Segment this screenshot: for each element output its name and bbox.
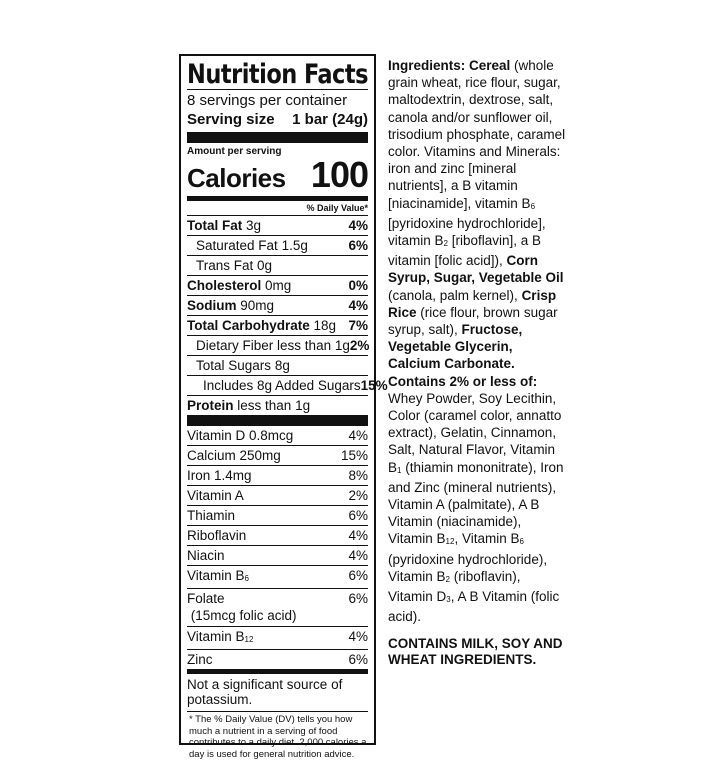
ingredients-segment: , A B Vitamin (folic acid).	[388, 589, 560, 625]
vitamin-row: Vitamin A 2%	[187, 485, 368, 505]
vitamin-row: Thiamin 6%	[187, 505, 368, 525]
amount-per-serving: Amount per serving	[187, 146, 282, 157]
vitamin-row: Vitamin D 0.8mcg 4%	[187, 428, 368, 443]
nutrient-row-sodium: Sodium 90mg 4%	[187, 295, 368, 315]
ingredients-segment: (whole grain wheat, rice flour, sugar, maltodextrin, dextrose, salt, canola and/or sunflower oil, trisodium phosphate, caramel color. Vitamins and Minerals: iron and zinc [mineral nutrients], a B vitamin [niacinamide], vitamin B	[388, 58, 566, 211]
ingredients-segment: [pyridoxine hydrochloride], vitamin B	[388, 215, 546, 249]
subscript: 6	[530, 201, 536, 211]
calories-label: Calories	[187, 163, 286, 193]
serving-size-label: Serving size	[187, 111, 275, 128]
ingredients-segment: [riboflavin], a B vitamin [folic acid]),	[388, 233, 542, 269]
vitamin-row: Vitamin $B_{12}$ 4%	[187, 626, 368, 649]
vitamins-list	[187, 426, 368, 669]
ingredients-segment: (rice flour, brown sugar syrup, salt),	[388, 304, 558, 338]
servings-per-container: 8 servings per container	[187, 92, 348, 109]
serving-size	[187, 110, 368, 129]
nutrient-row-total-sugars: Total Sugars 8g	[187, 355, 368, 375]
nutrient-row-added-sugars: Includes 8g Added Sugars 15%	[187, 375, 368, 395]
nutrient-row-dietary-fiber: Dietary Fiber less than 1g 2%	[187, 335, 368, 355]
vitamin-row: Iron 1.4mg 8%	[187, 465, 368, 485]
subscript: 6	[519, 537, 524, 547]
ingredients-segment: (canola, palm kernel),	[388, 287, 522, 303]
subscript: 3	[446, 595, 451, 605]
ingredients-segment: Fructose, Vegetable Glycerin, Calcium Carbonate. Contains 2% or less of:	[388, 322, 538, 389]
ingredients-segment: Corn Syrup, Sugar, Vegetable Oil	[388, 253, 564, 286]
ingredients-segment: Whey Powder, Soy Lecithin, Color (caramel color, annatto extract), Gelatin, Cinnamon, Salt, Natural Flavor, Vitamin B	[388, 390, 562, 475]
ingredients-segment: , Vitamin B	[454, 531, 520, 547]
allergen-statement: CONTAINS MILK, SOY AND WHEAT INGREDIENTS.	[388, 635, 563, 667]
nutrition-facts-panel	[179, 54, 388, 760]
title-right: Facts	[303, 59, 368, 90]
vitamin-row: Calcium 250mg 15%	[187, 445, 368, 465]
vitamin-row: Niacin 4%	[187, 545, 368, 565]
serving-size-value: 1 bar (24g)	[292, 111, 368, 128]
title-left: Nutrition	[187, 59, 297, 90]
ingredients-block	[388, 57, 568, 668]
nutrient-row-saturated-fat: Saturated Fat 1.5g 6%	[187, 235, 368, 255]
calories-value: 100	[310, 154, 368, 195]
subscript: 1	[397, 465, 402, 475]
ingredients-text	[388, 57, 568, 626]
subscript: 2	[445, 574, 450, 584]
nutrient-row-trans-fat: Trans Fat 0g	[187, 255, 368, 275]
ingredients-segment: Ingredients: Cereal	[388, 58, 515, 73]
thick-divider	[187, 415, 368, 426]
daily-value-header: % Daily Value*	[306, 203, 368, 213]
calories-row	[187, 154, 368, 195]
ingredients-segment: (thiamin mononitrate), Iron and Zinc (mineral nutrients), Vitamin A (palmitate), A B Vitamin (niacinamide), Vitamin B	[388, 459, 564, 547]
vitamin-row: Riboflavin 4%	[187, 525, 368, 545]
nutrient-row-protein: Protein less than 1g	[187, 395, 368, 415]
thick-divider	[187, 132, 368, 143]
nutrient-row-total-carbohydrate: Total Carbohydrate 18g 7%	[187, 315, 368, 335]
nutrition-facts-title	[187, 59, 368, 91]
subscript: 12	[445, 537, 455, 547]
vitamin-row: Vitamin $B_6$ 6%	[187, 565, 368, 588]
vitamin-row: Zinc 6%	[187, 649, 368, 669]
subscript: 2	[443, 239, 448, 249]
ingredients-segment: (riboflavin), Vitamin D	[388, 568, 521, 605]
potassium-note: Not a significant source of potassium.	[187, 677, 343, 707]
nutrient-row-cholesterol: Cholesterol 0mg 0%	[187, 275, 368, 295]
daily-value-footnote: * The % Daily Value (DV) tells you how much a nutrient in a serving of food contributes to a daily diet. 2,000 calories a day is used for general nutrition advice.	[189, 714, 367, 760]
ingredients-segment: Crisp Rice	[388, 287, 557, 320]
ingredients-segment: (pyridoxine hydrochloride), Vitamin B	[388, 551, 548, 584]
vitamin-row: Folate (15mcg folic acid) 6%	[187, 588, 368, 626]
nutrient-row-total-fat: Total Fat 3g 4%	[187, 215, 368, 235]
